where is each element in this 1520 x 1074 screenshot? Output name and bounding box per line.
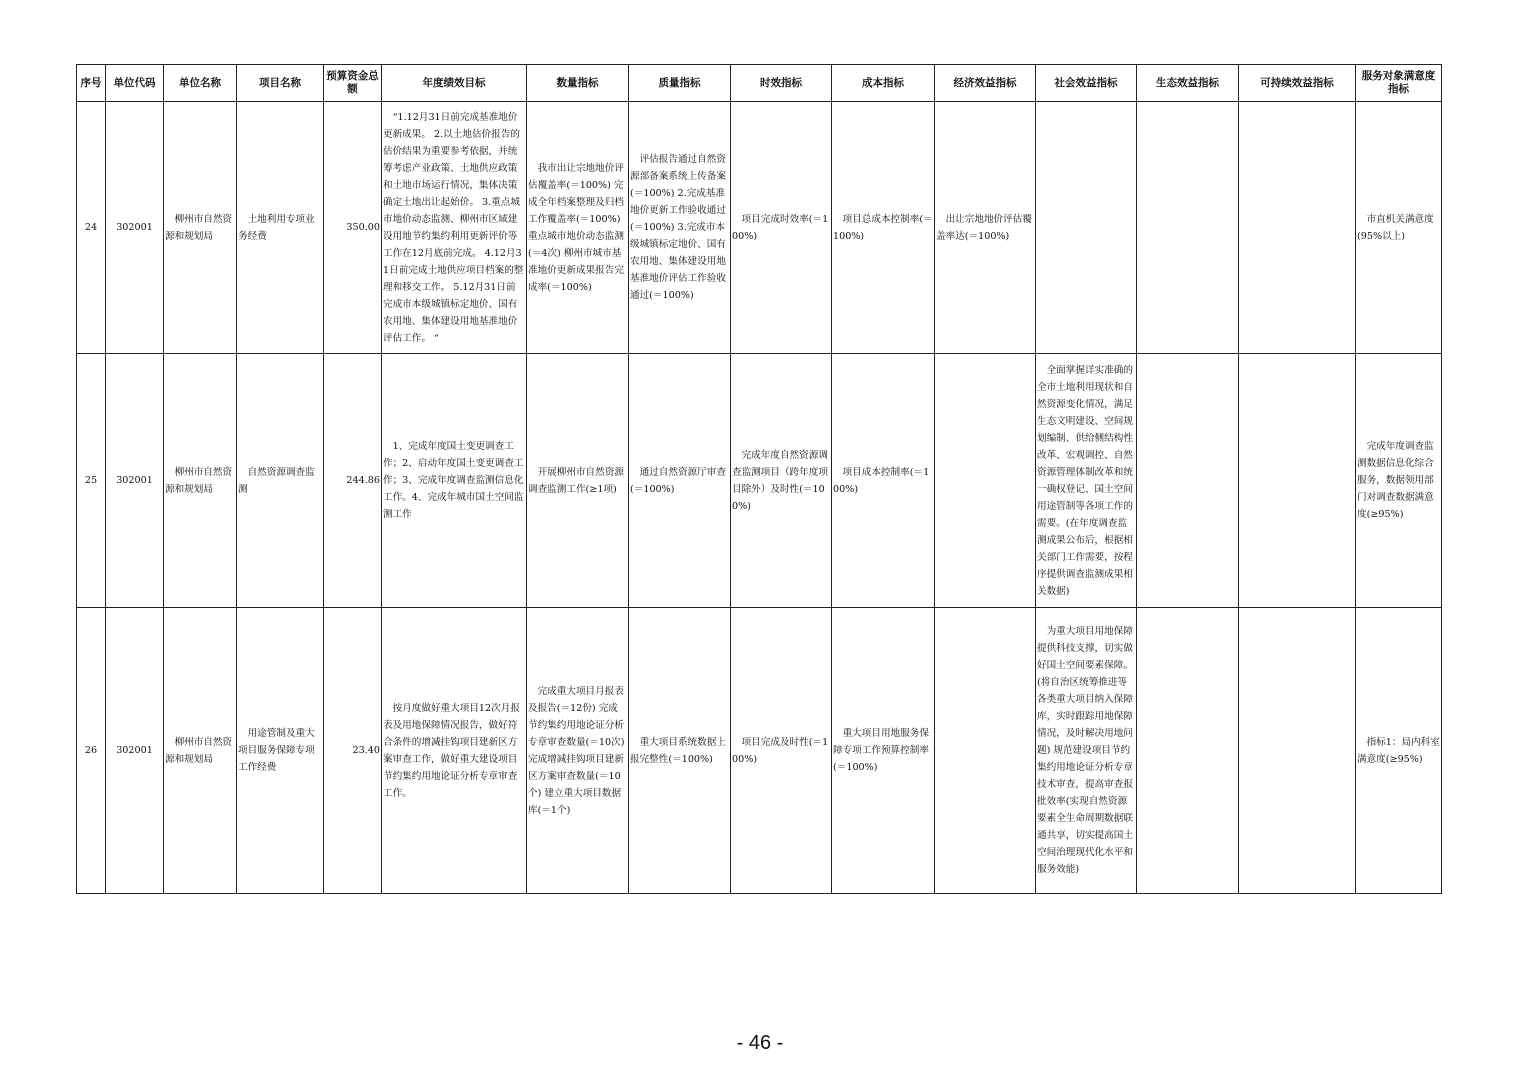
cell-timeliness: 项目完成及时性(＝100%) <box>731 608 832 894</box>
cell-quantity: 我市出让宗地地价评估覆盖率(＝100%) 完成全年档案整理及归档工作覆盖率(＝100%) 重点城市地价动态监测(＝4次) 柳州市城市基准地价更新成果报告完成率(＝100%) <box>527 102 629 354</box>
cell-ecological <box>1137 608 1239 894</box>
table-row <box>77 354 1442 608</box>
cell-cost: 项目成本控制率(＝100%) <box>832 354 935 608</box>
cell-economic <box>935 354 1036 608</box>
cell-project-name: 用途管制及重大项目服务保障专项工作经费 <box>237 608 324 894</box>
cell-project-name: 土地利用专项业务经费 <box>237 102 324 354</box>
cell-unit-name: 柳州市自然资源和规划局 <box>164 102 237 354</box>
cell-economic: 出让宗地地价评估覆盖率达(＝100%) <box>935 102 1036 354</box>
cell-quality: 重大项目系统数据上报完整性(＝100%) <box>629 608 731 894</box>
header-satisfaction: 服务对象满意度指标 <box>1356 65 1442 102</box>
cell-annual-goal: 按月度做好重大项目12次月报表及用地保障情况报告，做好符合条件的增减挂钩项目建新区方案审查工作，做好重大建设项目节约集约用地论证分析专章审查工作。 <box>382 608 527 894</box>
header-project-name: 项目名称 <box>237 65 324 102</box>
cell-project-name: 自然资源调查监测 <box>237 354 324 608</box>
header-quantity: 数量指标 <box>527 65 629 102</box>
header-quality: 质量指标 <box>629 65 731 102</box>
header-timeliness: 时效指标 <box>731 65 832 102</box>
cell-quantity: 开展柳州市自然资源调查监测工作(≥1项) <box>527 354 629 608</box>
header-sustainable: 可持续效益指标 <box>1239 65 1356 102</box>
cell-unit-name: 柳州市自然资源和规划局 <box>164 354 237 608</box>
cell-quantity: 完成重大项目月报表及报告(＝12份) 完成节约集约用地论证分析专章审查数量(＝10次) 完成增减挂钩项目建新区方案审查数量(＝10个) 建立重大项目数据库(＝1个) <box>527 608 629 894</box>
header-unit-code: 单位代码 <box>106 65 164 102</box>
cell-sustainable <box>1239 608 1356 894</box>
cell-social: 全面掌握详实准确的全市土地利用现状和自然资源变化情况，满足生态文明建设、空间规划编制、供给侧结构性改革、宏观调控、自然资源管理体制改革和统一确权登记、国土空间用途管制等各项工作的需要。(在年度调查监测成果公布后，根据相关部门工作需要，按程序提供调查监测成果相关数据) <box>1036 354 1137 608</box>
cell-ecological <box>1137 354 1239 608</box>
cell-seq: 26 <box>77 608 106 894</box>
header-budget: 预算资金总额 <box>324 65 382 102</box>
performance-table <box>76 64 1442 894</box>
cell-seq: 25 <box>77 354 106 608</box>
cell-unit-name: 柳州市自然资源和规划局 <box>164 608 237 894</box>
cell-satisfaction: 指标1：局内科室满意度(≥95%) <box>1356 608 1442 894</box>
header-unit-name: 单位名称 <box>164 65 237 102</box>
header-annual-goal: 年度绩效目标 <box>382 65 527 102</box>
cell-cost: 项目总成本控制率(＝100%) <box>832 102 935 354</box>
cell-timeliness: 项目完成时效率(＝100%) <box>731 102 832 354</box>
cell-seq: 24 <box>77 102 106 354</box>
cell-quality: 评估报告通过自然资源部备案系统上传备案(＝100%) 2.完成基准地价更新工作验收通过(＝100%) 3.完成市本级城镇标定地价、国有农用地、集体建设用地基准地价评估工作验收通过(＝100%) <box>629 102 731 354</box>
cell-social: 为重大项目用地保障提供科技支撑，切实做好国土空间要素保障。(将自治区统筹推进等各类重大项目纳入保障库，实时跟踪用地保障情况，及时解决用地问题) 规范建设项目节约集约用地论证分析专章技术审查，提高审查报批效率(实现自然资源要素全生命周期数据联通共享，切实提高国土空间治理现代化水平和服务效能) <box>1036 608 1137 894</box>
table-row <box>77 102 1442 354</box>
cell-economic <box>935 608 1036 894</box>
cell-unit-code: 302001 <box>106 608 164 894</box>
header-ecological: 生态效益指标 <box>1137 65 1239 102</box>
cell-annual-goal: “1.12月31日前完成基准地价更新成果。 2.以土地估价报告的估价结果为重要参考依据，并统筹考虑产业政策、土地供应政策和土地市场运行情况，集体决策确定土地出让起始价。 3.重点城市地价动态监测、柳州市区域建设用地节约集约利用更新评价等工作在12月底前完成。 4.12月31日前完成土地供应项目档案的整理和移交工作。 5.12月31日前完成市本级城镇标定地价、国有农用地、集体建设用地基准地价评估工作。 “ <box>382 102 527 354</box>
header-seq: 序号 <box>77 65 106 102</box>
cell-budget: 244.86 <box>324 354 382 608</box>
cell-sustainable <box>1239 102 1356 354</box>
cell-ecological <box>1137 102 1239 354</box>
cell-unit-code: 302001 <box>106 102 164 354</box>
cell-unit-code: 302001 <box>106 354 164 608</box>
cell-social <box>1036 102 1137 354</box>
header-row <box>77 65 1442 102</box>
cell-sustainable <box>1239 354 1356 608</box>
page-number: - 46 - <box>736 1032 784 1054</box>
cell-satisfaction: 市直机关满意度(95%以上) <box>1356 102 1442 354</box>
cell-quality: 通过自然资源厅审查(＝100%) <box>629 354 731 608</box>
header-social: 社会效益指标 <box>1036 65 1137 102</box>
cell-cost: 重大项目用地服务保障专项工作预算控制率(＝100%) <box>832 608 935 894</box>
cell-budget: 350.00 <box>324 102 382 354</box>
table-row <box>77 608 1442 894</box>
header-cost: 成本指标 <box>832 65 935 102</box>
cell-timeliness: 完成年度自然资源调查监测项目（跨年度项目除外）及时性(＝100%) <box>731 354 832 608</box>
cell-budget: 23.40 <box>324 608 382 894</box>
header-economic: 经济效益指标 <box>935 65 1036 102</box>
cell-annual-goal: 1、完成年度国土变更调查工作；2、启动年度国土变更调查工作；3、完成年度调查监测信息化工作。4、完成年城市国土空间监测工作 <box>382 354 527 608</box>
cell-satisfaction: 完成年度调查监测数据信息化综合服务，数据领用部门对调查数据满意度(≥95%) <box>1356 354 1442 608</box>
